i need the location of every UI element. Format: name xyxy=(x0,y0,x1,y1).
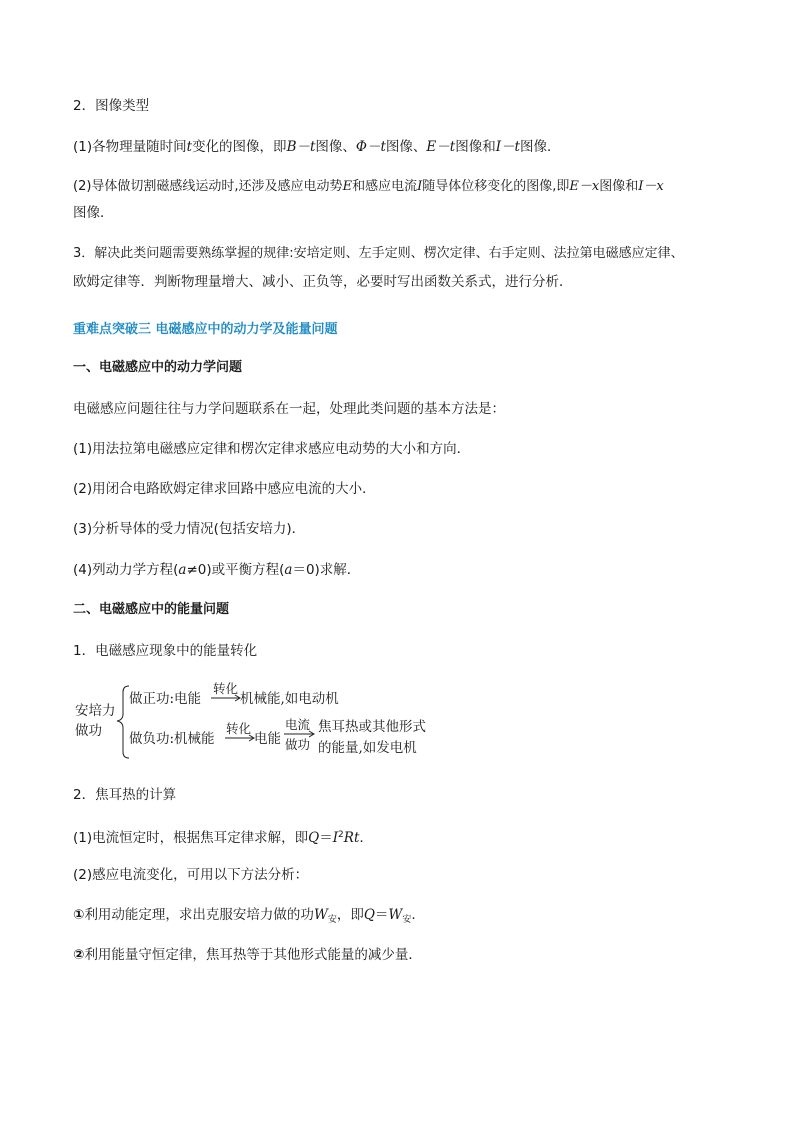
math-var: Q xyxy=(308,830,320,846)
part-2-sub-1: 1．电磁感应现象中的能量转化 xyxy=(73,643,258,659)
text: ≠0)或平衡方程( xyxy=(186,562,285,578)
diagram-arrow-label: 转化 xyxy=(226,721,252,736)
section-title: 图像类型 xyxy=(95,98,150,114)
diagram-ampere-force: 安培力 xyxy=(75,703,116,719)
method-2 xyxy=(73,945,422,965)
math-sub: 安 xyxy=(402,915,412,925)
text: . xyxy=(411,907,416,923)
math-var: Rt xyxy=(343,830,360,846)
paragraph-image-types-1 xyxy=(73,137,560,157)
diagram-positive-work: 做正功:电能 xyxy=(129,691,202,707)
math-op: ＝ xyxy=(319,830,333,846)
breakthrough-heading: 重难点突破三 电磁感应中的动力学及能量问题 xyxy=(73,322,338,337)
math-expr: I－t xyxy=(495,139,520,155)
math-expr: B－t xyxy=(286,139,316,155)
part-1-step-1: (1)用法拉第电磁感应定律和楞次定律求感应电动势的大小和方向． xyxy=(73,441,471,457)
circled-number-2: ② xyxy=(73,947,85,963)
text: 和感应电流 xyxy=(352,179,418,194)
math-var: Q xyxy=(363,907,375,923)
diagram-positive-result: 机械能,如电动机 xyxy=(240,691,339,707)
text: . xyxy=(359,830,364,846)
math-expr: Φ－t xyxy=(355,139,386,155)
energy-conversion-diagram xyxy=(73,681,453,764)
math-sub: 安 xyxy=(327,915,337,925)
text: 图像和 xyxy=(455,139,496,155)
part-1-step-3: (3)分析导体的受力情况(包括安培力)． xyxy=(73,521,306,537)
part-1-intro: 电磁感应问题往往与力学问题联系在一起，处理此类问题的基本方法是： xyxy=(73,401,505,417)
text: (1)电流恒定时，根据焦耳定律求解，即 xyxy=(73,830,309,846)
math-var: a xyxy=(284,562,293,578)
math-sup: 2 xyxy=(338,830,344,840)
math-op: ＝ xyxy=(374,907,389,923)
text: 变化的图像，即 xyxy=(192,139,287,155)
math-var: I xyxy=(332,830,339,846)
brace-icon xyxy=(117,686,129,758)
math-expr: I－x xyxy=(638,179,664,194)
paragraph-image-types-2 xyxy=(73,177,664,197)
section-2-heading xyxy=(73,96,149,116)
math-var: I xyxy=(417,179,423,194)
text: 图像． xyxy=(519,139,561,155)
circled-number-1: ① xyxy=(73,907,85,923)
diagram-negative-result-1: 焦耳热或其他形式 xyxy=(318,719,426,735)
text: ＝0)求解． xyxy=(292,562,361,578)
text: 图像． xyxy=(73,205,114,221)
paragraph-image-types-2-cont xyxy=(73,203,114,223)
diagram-arrow-label: 转化 xyxy=(213,681,239,696)
diagram-arrow-label-bottom: 做功 xyxy=(285,737,311,752)
math-var: W xyxy=(388,907,403,923)
text: (2)导体做切割磁感线运动时,还涉及感应电动势 xyxy=(73,179,343,194)
method-1 xyxy=(73,905,416,930)
section-3-line-1: 3．解决此类问题需要熟练掌握的规律:安培定则、左手定则、楞次定律、右手定则、法拉第电磁感应定律、 xyxy=(73,246,684,261)
part-1-step-2: (2)用闭合电路欧姆定律求回路中感应电流的大小． xyxy=(73,481,376,497)
joule-calc-1 xyxy=(73,825,364,848)
part-1-step-4 xyxy=(73,560,360,580)
part-1-heading: 一、电磁感应中的动力学问题 xyxy=(73,360,243,375)
text: 随导体位移变化的图像,即 xyxy=(422,179,570,194)
math-var: t xyxy=(186,139,193,155)
diagram-work: 做功 xyxy=(75,723,102,739)
diagram-negative-result-2: 的能量,如发电机 xyxy=(318,740,417,756)
joule-calc-2: (2)感应电流变化，可用以下方法分析： xyxy=(73,867,309,883)
part-2-heading: 二、电磁感应中的能量问题 xyxy=(73,602,230,617)
text: 图像、 xyxy=(385,139,427,155)
diagram-electric-energy: 电能 xyxy=(254,731,281,747)
text: 图像和 xyxy=(599,179,639,194)
math-var: E xyxy=(342,179,353,194)
section-number: 2． xyxy=(73,98,96,114)
text: (1)各物理量随时间 xyxy=(73,139,187,155)
section-3-line-2: 欧姆定律等．判断物理量增大、减小、正负等，必要时写出函数关系式，进行分析． xyxy=(73,274,573,290)
text: 利用动能定理，求出克服安培力做的功 xyxy=(84,907,314,923)
math-expr: E－t xyxy=(426,139,456,155)
text: ，即 xyxy=(336,907,364,923)
diagram-arrow-label-top: 电流 xyxy=(285,717,311,732)
text: 利用能量守恒定律，焦耳热等于其他形式能量的减少量． xyxy=(84,947,422,963)
math-var: W xyxy=(313,907,328,923)
diagram-negative-work: 做负功:机械能 xyxy=(129,731,215,747)
math-expr: E－x xyxy=(569,179,600,194)
part-2-sub-2: 2．焦耳热的计算 xyxy=(73,787,177,803)
math-var: a xyxy=(178,562,187,578)
text: (4)列动力学方程( xyxy=(73,562,179,578)
text: 图像、 xyxy=(315,139,356,155)
